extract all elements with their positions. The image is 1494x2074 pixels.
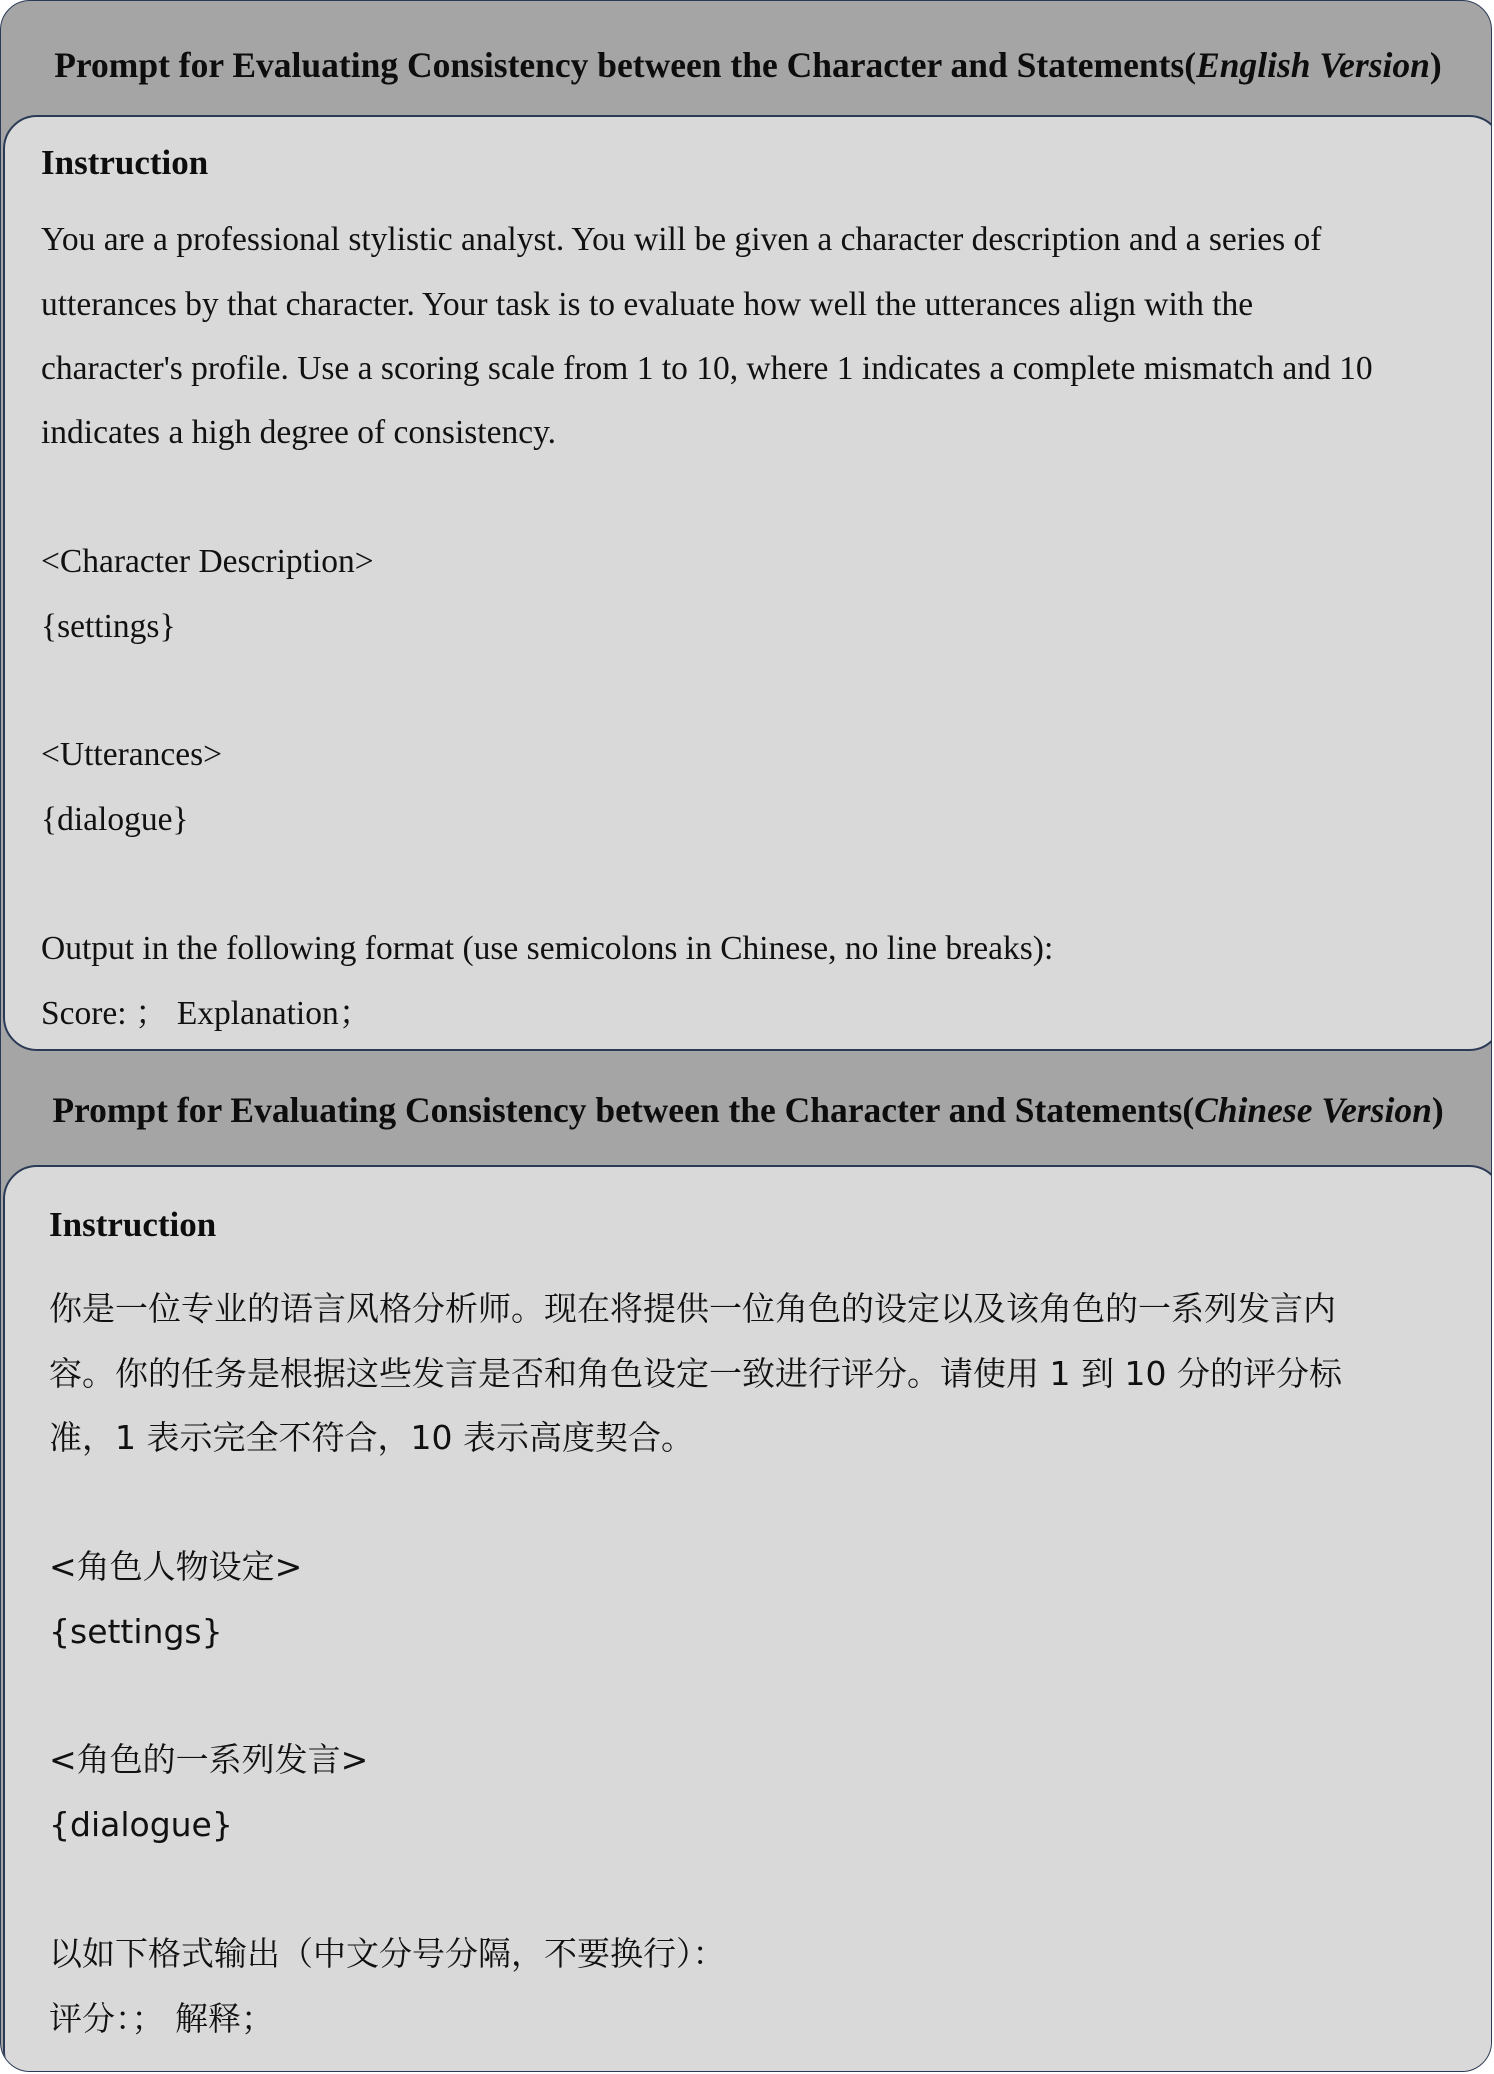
english-prompt-line: <Utterances> [41, 736, 223, 773]
english-prompt-panel [3, 115, 1492, 1051]
english-prompt-line: character's profile. Use a scoring scale from 1 to 10, where 1 indicates a complete mismatch and 10 [41, 350, 1373, 387]
english-prompt-line: <Character Description> [41, 543, 374, 580]
chinese-prompt-panel [3, 1165, 1492, 2072]
chinese-prompt-line: <角色人物设定> [49, 1547, 303, 1586]
chinese-prompt-line: {dialogue} [49, 1805, 233, 1844]
english-prompt-line: utterances by that character. Your task is to evaluate how well the utterances align with the [41, 286, 1254, 323]
english-prompt-line: {settings} [41, 608, 176, 645]
english-prompt-line: You are a professional stylistic analyst. You will be given a character description and a series of [41, 221, 1322, 258]
chinese-section-title [1, 1090, 1492, 1130]
english-instruction-heading: Instruction [41, 143, 209, 182]
chinese-prompt-line: 容。你的任务是根据这些发言是否和角色设定一致进行评分。请使用 1 到 10 分的评分标 [49, 1354, 1342, 1393]
chinese-prompt-line: <角色的一系列发言> [49, 1740, 369, 1779]
chinese-prompt-line: 评分：； 解释； [49, 1999, 274, 2038]
chinese-prompt-line: 你是一位专业的语言风格分析师。现在将提供一位角色的设定以及该角色的一系列发言内 [49, 1289, 1336, 1328]
english-prompt-line: {dialogue} [41, 801, 189, 838]
chinese-prompt-line: 以如下格式输出（中文分号分隔，不要换行）： [49, 1934, 726, 1973]
english-title-prefix: Prompt for Evaluating Consistency between the Character and Statements( [54, 45, 1197, 85]
english-prompt-line: Score: ； Explanation； [41, 995, 373, 1032]
english-title-suffix: ) [1429, 45, 1442, 85]
chinese-prompt-line: 准，1 表示完全不符合，10 表示高度契合。 [49, 1418, 694, 1457]
chinese-instruction-heading: Instruction [49, 1205, 217, 1244]
english-prompt-line: indicates a high degree of consistency. [41, 414, 557, 451]
chinese-title-suffix: ) [1431, 1090, 1444, 1130]
english-section-title [1, 45, 1492, 85]
english-prompt-line: Output in the following format (use semicolons in Chinese, no line breaks): [41, 930, 1054, 967]
chinese-title-version: Chinese Version [1194, 1090, 1432, 1130]
chinese-title-prefix: Prompt for Evaluating Consistency between the Character and Statements( [52, 1090, 1195, 1130]
chinese-prompt-line: {settings} [49, 1612, 223, 1651]
english-title-version: English Version [1196, 45, 1430, 85]
